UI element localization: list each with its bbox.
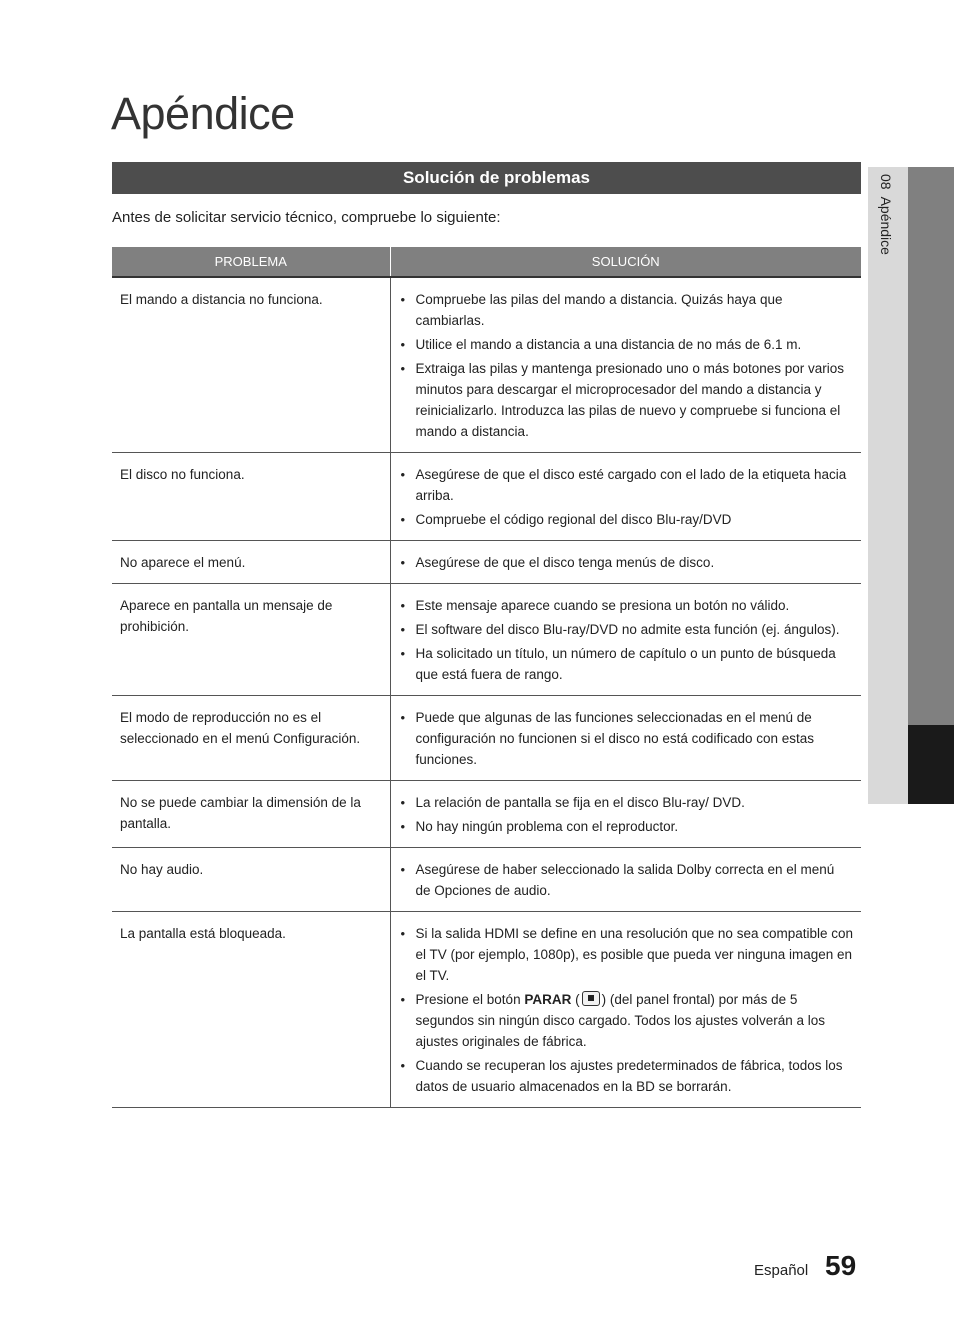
- solution-list: [399, 707, 854, 770]
- solution-item: • Asegúrese de haber seleccionado la salida Dolby correcta en el menú de Opciones de audio.: [416, 859, 854, 901]
- chapter-tab-label: 08 Apéndice: [878, 174, 894, 255]
- solution-cell: [390, 781, 861, 848]
- solution-cell: [390, 277, 861, 453]
- solution-cell: [390, 696, 861, 781]
- solution-item: • Utilice el mando a distancia a una distancia de no más de 6.1 m.: [416, 334, 854, 355]
- table-row: [112, 781, 861, 848]
- solution-item: • El software del disco Blu-ray/DVD no admite esta función (ej. ángulos).: [416, 619, 854, 640]
- troubleshooting-table: [112, 247, 861, 1108]
- chapter-index-marker: [908, 725, 954, 804]
- solution-item: • Compruebe las pilas del mando a distancia. Quizás haya que cambiarlas.: [416, 289, 854, 331]
- problem-cell: Aparece en pantalla un mensaje de prohibición.: [112, 584, 390, 696]
- section-title: Solución de problemas: [402, 168, 591, 187]
- solution-list: [399, 859, 854, 901]
- problem-cell: No se puede cambiar la dimensión de la pantalla.: [112, 781, 390, 848]
- solution-item: • Asegúrese de que el disco esté cargado con el lado de la etiqueta hacia arriba.: [416, 464, 854, 506]
- table-row: [112, 453, 861, 541]
- table-row: [112, 541, 861, 584]
- table-row: [112, 912, 861, 1108]
- solution-list: [399, 464, 854, 530]
- solution-item: • Puede que algunas de las funciones seleccionadas en el menú de configuración no funcionen si el disco no está codificado con estas funciones.: [416, 707, 854, 770]
- solution-cell: [390, 541, 861, 584]
- problem-cell: El modo de reproducción no es el seleccionado en el menú Configuración.: [112, 696, 390, 781]
- solution-text: (: [571, 992, 580, 1007]
- solution-cell: [390, 848, 861, 912]
- solution-cell: [390, 912, 861, 1108]
- table-row: [112, 696, 861, 781]
- solution-list: [399, 289, 854, 442]
- solution-item: • Cuando se recuperan los ajustes predeterminados de fábrica, todos los datos de usuario almacenados en la BD se borrarán.: [416, 1055, 854, 1097]
- intro-text: Antes de solicitar servicio técnico, compruebe lo siguiente:: [112, 209, 501, 226]
- solution-list: [399, 595, 854, 685]
- chapter-side-tab: [868, 167, 908, 804]
- solution-text: Presione el botón: [415, 992, 525, 1007]
- solution-item: • Extraiga las pilas y mantenga presionado uno o más botones por varios minutos para descargar el microprocesador del mando a distancia y reinicializarlo. Introduzca las pilas de nuevo y compruebe si funciona el mando a distancia.: [416, 358, 854, 442]
- problem-cell: El mando a distancia no funciona.: [112, 277, 390, 453]
- problem-cell: No aparece el menú.: [112, 541, 390, 584]
- page-number: 59: [825, 1250, 857, 1281]
- chapter-index-strip: [908, 167, 954, 725]
- problem-cell: El disco no funciona.: [112, 453, 390, 541]
- solution-text: ) (del panel frontal) por más de 5 segundos sin ningún disco cargado. Todos los ajustes volverán a los ajustes originales de fábrica.: [415, 992, 826, 1049]
- solution-item: • Asegúrese de que el disco tenga menús de disco.: [416, 552, 854, 573]
- section-header: [112, 162, 861, 194]
- table-row: [112, 848, 861, 912]
- header-solution: SOLUCIÓN: [390, 247, 861, 277]
- solution-list: [399, 552, 854, 573]
- problem-cell: No hay audio.: [112, 848, 390, 912]
- solution-cell: [390, 584, 861, 696]
- solution-item: • No hay ningún problema con el reproductor.: [416, 816, 854, 837]
- header-problem: PROBLEMA: [112, 247, 390, 277]
- stop-button-icon: [582, 991, 600, 1006]
- table-header-row: [112, 247, 861, 277]
- solution-item: • La relación de pantalla se fija en el disco Blu-ray/ DVD.: [416, 792, 854, 813]
- table-row: [112, 584, 861, 696]
- solution-item: • Ha solicitado un título, un número de capítulo o un punto de búsqueda que está fuera de rango.: [416, 643, 854, 685]
- stop-button-label: PARAR: [524, 992, 572, 1007]
- page-title: Apéndice: [111, 88, 295, 139]
- solution-item: • Compruebe el código regional del disco Blu-ray/DVD: [416, 509, 854, 530]
- solution-item: • Este mensaje aparece cuando se presiona un botón no válido.: [416, 595, 854, 616]
- solution-list: [399, 792, 854, 837]
- problem-cell: La pantalla está bloqueada.: [112, 912, 390, 1108]
- solution-item: [416, 989, 854, 1052]
- footer-language: Español: [754, 1262, 809, 1279]
- solution-item: • Si la salida HDMI se define en una resolución que no sea compatible con el TV (por ejemplo, 1080p), es posible que pueda ver ninguna imagen en el TV.: [416, 923, 854, 986]
- solution-list: [399, 923, 854, 1097]
- table-row: [112, 277, 861, 453]
- solution-cell: [390, 453, 861, 541]
